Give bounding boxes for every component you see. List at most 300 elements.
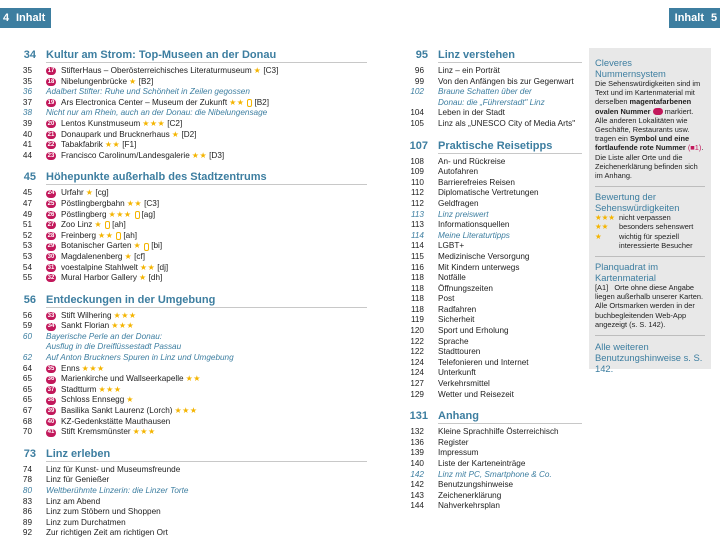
toc-entry[interactable] bbox=[398, 108, 582, 119]
entry-title: StifterHaus – Oberösterreichisches Literaturmuseum bbox=[61, 66, 252, 75]
entry-content bbox=[438, 326, 509, 337]
entry-page-number: 136 bbox=[410, 437, 424, 447]
sight-number-badge: 37 bbox=[47, 386, 55, 393]
entry-title: Sankt Florian bbox=[61, 321, 110, 331]
entry-content bbox=[46, 486, 188, 497]
entry-title: Ausflug in die Dreiflüssestadt Passau bbox=[46, 342, 182, 352]
toc-entry[interactable] bbox=[398, 448, 582, 459]
entry-title: Donau: die „Führerstadt" Linz bbox=[438, 97, 545, 107]
entry-title: Tabakfabrik bbox=[61, 140, 103, 150]
sight-number-badge: 38 bbox=[47, 397, 55, 404]
entry-page-number: 55 bbox=[22, 273, 32, 283]
rating-label: besonders sehenswert bbox=[619, 222, 694, 232]
toc-entry[interactable] bbox=[22, 108, 367, 119]
entry-page-number: 64 bbox=[22, 363, 32, 373]
star-rating-icon: ★ bbox=[94, 220, 103, 230]
sidebar-text-grid bbox=[595, 283, 705, 329]
entry-page-number: 44 bbox=[22, 150, 32, 160]
entry-title: Zeichenerklärung bbox=[438, 490, 502, 500]
entry-page-number: 143 bbox=[410, 490, 424, 500]
star-icon: ★★★ bbox=[595, 213, 615, 223]
entry-title: Linz am Abend bbox=[46, 496, 101, 506]
star-rating-icon: ★★ bbox=[126, 198, 143, 208]
toc-entry[interactable] bbox=[22, 188, 367, 199]
entry-page-number: 109 bbox=[410, 167, 424, 177]
sight-number-badge: 24 bbox=[47, 190, 55, 197]
entry-page-number: 89 bbox=[22, 517, 32, 527]
star-rating-icon: ★ bbox=[253, 66, 262, 75]
toc-entry[interactable] bbox=[22, 119, 367, 130]
info-sidebar bbox=[589, 48, 711, 375]
toc-entry[interactable] bbox=[398, 491, 582, 502]
toc-entry[interactable] bbox=[22, 475, 367, 486]
entry-page-number: 56 bbox=[22, 310, 32, 320]
entry-page-number: 52 bbox=[22, 230, 32, 240]
entry-content bbox=[438, 438, 469, 449]
entry-page-number: 116 bbox=[410, 262, 424, 272]
sight-number-badge: 36 bbox=[47, 376, 55, 383]
entry-content bbox=[46, 188, 109, 199]
entry-content bbox=[46, 406, 198, 417]
toc-entry[interactable] bbox=[22, 87, 367, 98]
entry-title: Mural Harbor Gallery bbox=[61, 273, 137, 283]
toc-entry[interactable] bbox=[398, 294, 582, 305]
entry-content bbox=[438, 470, 552, 481]
map-grid-ref: [D3] bbox=[209, 150, 225, 160]
entry-page-number: 139 bbox=[410, 448, 424, 458]
entry-title: Linz für Genießer bbox=[46, 475, 110, 485]
section-heading bbox=[22, 170, 367, 185]
toc-entry[interactable] bbox=[398, 284, 582, 295]
toc-entry[interactable] bbox=[22, 374, 367, 385]
toc-entry[interactable] bbox=[398, 77, 582, 88]
sight-number-badge: 29 bbox=[47, 243, 55, 250]
entry-title: Post bbox=[438, 294, 455, 304]
toc-entry[interactable] bbox=[398, 273, 582, 284]
toc-entry[interactable] bbox=[22, 321, 367, 332]
entry-page-number: 114 bbox=[410, 241, 424, 251]
kid-friendly-icon bbox=[135, 211, 140, 219]
sight-number-badge: 39 bbox=[47, 408, 55, 415]
toc-entry[interactable] bbox=[22, 210, 367, 221]
entry-content bbox=[46, 385, 122, 396]
entry-title: Informationsquellen bbox=[438, 220, 510, 230]
entry-content bbox=[438, 501, 500, 512]
entry-title: Linz preiswert bbox=[438, 209, 489, 219]
toc-entry[interactable] bbox=[398, 119, 582, 130]
magenta-number-badge-icon bbox=[653, 108, 663, 115]
toc-entry[interactable] bbox=[22, 406, 367, 417]
entry-content bbox=[46, 108, 267, 119]
section-heading bbox=[398, 409, 582, 424]
entry-title: An- und Rückreise bbox=[438, 156, 506, 166]
entry-title: Autofahren bbox=[438, 167, 479, 177]
entry-page-number: 83 bbox=[22, 496, 32, 506]
entry-content bbox=[46, 130, 196, 141]
entry-page-number: 119 bbox=[410, 315, 424, 325]
toc-entry[interactable] bbox=[398, 220, 582, 231]
toc-entry[interactable] bbox=[398, 480, 582, 491]
toc-entry[interactable] bbox=[22, 140, 367, 151]
section-title: Linz verstehen bbox=[438, 48, 582, 63]
entry-content bbox=[438, 220, 509, 231]
entry-content bbox=[438, 379, 490, 390]
toc-entry[interactable] bbox=[22, 241, 367, 252]
toc-entry[interactable] bbox=[398, 501, 582, 512]
entry-content bbox=[46, 140, 136, 151]
entry-title: Medizinische Versorgung bbox=[438, 251, 530, 261]
entry-content bbox=[438, 427, 559, 438]
section-gap bbox=[22, 438, 367, 447]
entry-title: Meine Literaturtipps bbox=[438, 230, 510, 240]
toc-entry[interactable] bbox=[398, 305, 582, 316]
toc-entry[interactable] bbox=[398, 167, 582, 178]
toc-entry[interactable] bbox=[398, 427, 582, 438]
entry-page-number: 40 bbox=[22, 129, 32, 139]
entry-title: Pöstlingbergbahn bbox=[61, 198, 125, 208]
toc-entry[interactable] bbox=[22, 507, 367, 518]
sidebar-text-part: Die Sehenswürdigkeiten sind im Text und im Kartenmaterial mit derselben bbox=[595, 79, 701, 107]
section-page-number: 95 bbox=[415, 49, 428, 61]
map-grid-ref: [B2] bbox=[254, 97, 270, 107]
toc-entry[interactable] bbox=[22, 273, 367, 284]
toc-entry[interactable] bbox=[22, 311, 367, 322]
entry-page-number: 39 bbox=[22, 118, 32, 128]
entry-page-number: 96 bbox=[414, 66, 424, 75]
entry-page-number: 35 bbox=[22, 66, 32, 75]
star-rating-icon: ★★★ bbox=[81, 363, 105, 373]
toc-entry[interactable] bbox=[22, 199, 367, 210]
sight-number-badge: 35 bbox=[47, 365, 55, 372]
entry-content bbox=[438, 167, 478, 178]
entry-page-number: 122 bbox=[410, 347, 424, 357]
entry-page-number: 118 bbox=[410, 273, 424, 283]
toc-entry[interactable] bbox=[398, 438, 582, 449]
entry-page-number: 53 bbox=[22, 251, 32, 261]
sidebar-divider bbox=[595, 335, 705, 336]
toc-entry[interactable] bbox=[398, 315, 582, 326]
sidebar-text-bold: Symbol und eine fortlaufende rote Nummer bbox=[595, 134, 690, 153]
entry-content bbox=[438, 337, 469, 348]
entry-content bbox=[46, 98, 269, 109]
kid-friendly-icon bbox=[116, 232, 121, 240]
entry-page-number: 65 bbox=[22, 374, 32, 384]
toc-entry[interactable] bbox=[398, 87, 582, 98]
toc-entry[interactable] bbox=[22, 252, 367, 263]
sight-number-badge: 31 bbox=[47, 264, 55, 271]
entry-content bbox=[438, 188, 539, 199]
toc-entry[interactable] bbox=[398, 470, 582, 481]
toc-entry[interactable] bbox=[398, 358, 582, 369]
entry-page-number: 144 bbox=[410, 501, 424, 511]
map-grid-ref: [ah] bbox=[123, 230, 138, 240]
toc-entry[interactable] bbox=[398, 241, 582, 252]
entry-content bbox=[46, 263, 168, 274]
page-header-left bbox=[0, 8, 51, 28]
entry-title: Adalbert Stifter: Ruhe und Schönheit in Zeilen gegossen bbox=[46, 87, 250, 97]
entry-title: Ars Electronica Center – Museum der Zukunft bbox=[61, 97, 228, 107]
map-grid-ref: [C3] bbox=[263, 66, 279, 75]
toc-entry[interactable] bbox=[398, 210, 582, 221]
toc-entry[interactable] bbox=[22, 497, 367, 508]
entry-page-number: 118 bbox=[410, 304, 424, 314]
star-rating-icon: ★ bbox=[85, 188, 94, 198]
section-heading bbox=[22, 48, 367, 63]
toc-entry[interactable] bbox=[398, 368, 582, 379]
map-grid-ref: [ag] bbox=[141, 209, 156, 219]
toc-entry[interactable] bbox=[398, 231, 582, 242]
entry-page-number: 65 bbox=[22, 384, 32, 394]
toc-entry[interactable] bbox=[22, 130, 367, 141]
sidebar-divider bbox=[595, 256, 705, 257]
entry-title: Donaupark und Brucknerhaus bbox=[61, 129, 170, 139]
red-number-symbol-icon: (■1) bbox=[687, 143, 702, 153]
toc-entry[interactable] bbox=[398, 379, 582, 390]
toc-entry[interactable] bbox=[22, 364, 367, 375]
toc-entry[interactable] bbox=[22, 220, 367, 231]
entry-content bbox=[46, 497, 100, 508]
entry-page-number: 118 bbox=[410, 294, 424, 304]
section-page-number: 56 bbox=[23, 293, 36, 306]
toc-entry[interactable] bbox=[398, 98, 582, 109]
entry-page-number: 78 bbox=[22, 475, 32, 485]
entry-page-number: 108 bbox=[410, 156, 424, 166]
section-gap bbox=[398, 400, 582, 409]
entry-title: Stadttouren bbox=[438, 347, 481, 357]
toc-entry[interactable] bbox=[398, 199, 582, 210]
toc-entry[interactable] bbox=[22, 417, 367, 428]
grid-ref-example: [A1] bbox=[595, 283, 609, 293]
toc-entry[interactable] bbox=[398, 337, 582, 348]
entry-content bbox=[438, 390, 514, 401]
entry-title: Nibelungenbrücke bbox=[61, 76, 127, 86]
toc-entry[interactable] bbox=[398, 252, 582, 263]
entry-content bbox=[46, 119, 182, 130]
star-rating-icon: ★ bbox=[138, 273, 147, 283]
star-rating-icon: ★★★ bbox=[174, 406, 198, 416]
entry-title: Marienkirche und Wallseerkapelle bbox=[61, 374, 184, 384]
section-title: Entdeckungen in der Umgebung bbox=[46, 293, 367, 308]
rating-row bbox=[595, 232, 705, 250]
toc-entry[interactable] bbox=[398, 390, 582, 401]
entry-title: Nahverkehrsplan bbox=[438, 501, 500, 511]
entry-title: Linz für Kunst- und Museumsfreunde bbox=[46, 464, 181, 474]
entry-page-number: 53 bbox=[22, 241, 32, 251]
map-grid-ref: [dh] bbox=[148, 273, 163, 283]
entry-title: Kleine Sprachhilfe Österreichisch bbox=[438, 427, 559, 437]
entry-page-number: 38 bbox=[22, 108, 32, 118]
entry-content bbox=[438, 491, 501, 502]
star-rating-icon: ★★★ bbox=[113, 310, 137, 320]
entry-title: Geldfragen bbox=[438, 198, 479, 208]
toc-middle-column bbox=[398, 48, 582, 512]
sight-number-badge: 40 bbox=[47, 418, 55, 425]
entry-page-number: 140 bbox=[410, 459, 424, 468]
entry-content bbox=[438, 273, 466, 284]
toc-entry[interactable] bbox=[22, 332, 367, 343]
toc-entry[interactable] bbox=[22, 427, 367, 438]
entry-title: Von den Anfängen bis zur Gegenwart bbox=[438, 76, 574, 86]
entry-title: Magdalenenberg bbox=[61, 251, 123, 261]
entry-page-number: 110 bbox=[410, 177, 424, 187]
section-title: Linz erleben bbox=[46, 447, 367, 462]
sidebar-text-part: . Die Liste aller Orte und die Zeichenerklärung befinden sich im Anhang. bbox=[595, 143, 704, 181]
entry-page-number: 68 bbox=[22, 416, 32, 426]
entry-title: voestalpine Stahlwelt bbox=[61, 262, 138, 272]
star-rating-icon: ★ bbox=[129, 76, 137, 86]
entry-title: Sprache bbox=[438, 336, 469, 346]
toc-entry[interactable] bbox=[22, 353, 367, 364]
sidebar-text-bold: magentafarbenen ovalen Nummer bbox=[595, 97, 692, 116]
entry-content bbox=[438, 87, 532, 98]
section-title: Höhepunkte außerhalb des Stadtzentrums bbox=[46, 170, 367, 185]
entry-title: Stadtturm bbox=[61, 384, 97, 394]
entry-content bbox=[46, 77, 153, 88]
entry-title: Linz zum Durchatmen bbox=[46, 517, 126, 527]
sidebar-heading-rating: Bewertung der Sehenswürdigkeiten bbox=[595, 191, 680, 214]
section-heading bbox=[398, 48, 582, 63]
entry-title: Linz – ein Porträt bbox=[438, 66, 500, 75]
entry-title: Francisco Carolinum/Landesgalerie bbox=[61, 150, 190, 160]
toc-entry[interactable] bbox=[22, 395, 367, 406]
entry-content bbox=[438, 157, 505, 168]
toc-entry[interactable] bbox=[398, 66, 582, 77]
star-rating-icon: ★ bbox=[124, 251, 133, 261]
sight-number-badge: 18 bbox=[47, 78, 55, 85]
toc-entry[interactable] bbox=[398, 459, 582, 470]
entry-page-number: 92 bbox=[22, 528, 32, 538]
entry-title: Wetter und Reisezeit bbox=[438, 389, 514, 399]
entry-title: Bayerische Perle an der Donau: bbox=[46, 331, 163, 341]
entry-content bbox=[438, 199, 479, 210]
page-title-right: Inhalt bbox=[669, 8, 708, 28]
toc-entry[interactable] bbox=[22, 66, 367, 77]
entry-page-number: 105 bbox=[410, 118, 424, 128]
section-gap bbox=[22, 284, 367, 293]
entry-page-number: 80 bbox=[22, 486, 32, 495]
entry-title: Sicherheit bbox=[438, 315, 475, 325]
entry-content bbox=[438, 108, 505, 119]
toc-entry[interactable] bbox=[22, 263, 367, 274]
section-gap bbox=[22, 161, 367, 170]
sidebar-footnote: Alle weiteren Benutzungshinweise s. S. 142. bbox=[595, 341, 703, 375]
entry-content bbox=[46, 273, 162, 284]
entry-page-number: 113 bbox=[410, 209, 424, 219]
star-icon: ★ bbox=[595, 231, 602, 241]
toc-entry[interactable] bbox=[398, 347, 582, 358]
entry-page-number: 67 bbox=[22, 406, 32, 416]
entry-page-number: 118 bbox=[410, 283, 424, 293]
entry-title: Leben in der Stadt bbox=[438, 108, 505, 118]
sight-number-badge: 23 bbox=[47, 152, 55, 159]
toc-entry[interactable] bbox=[22, 385, 367, 396]
sidebar-divider bbox=[595, 186, 705, 187]
entry-page-number: 104 bbox=[410, 108, 424, 118]
page-number-right: 5 bbox=[708, 8, 720, 28]
entry-content bbox=[46, 465, 180, 476]
entry-content bbox=[46, 395, 134, 406]
entry-content bbox=[438, 252, 529, 263]
sight-number-badge: 34 bbox=[47, 323, 55, 330]
entry-page-number: 41 bbox=[22, 140, 32, 150]
entry-content bbox=[46, 252, 145, 263]
entry-content bbox=[46, 231, 137, 242]
section-page-number: 34 bbox=[23, 49, 36, 61]
toc-entry[interactable] bbox=[22, 486, 367, 497]
toc-entry[interactable] bbox=[398, 326, 582, 337]
star-rating-icon: ★★★ bbox=[142, 118, 166, 128]
star-rating-icon: ★★★ bbox=[98, 384, 122, 394]
star-rating-icon: ★ bbox=[126, 395, 134, 405]
toc-entry[interactable] bbox=[22, 151, 367, 162]
entry-title: Unterkunft bbox=[438, 368, 476, 378]
kid-friendly-icon bbox=[247, 99, 252, 107]
entry-title: Impressum bbox=[438, 448, 479, 458]
entry-content bbox=[46, 528, 168, 539]
sight-number-badge: 21 bbox=[47, 131, 55, 138]
map-grid-ref: [cf] bbox=[134, 251, 146, 261]
toc-entry[interactable] bbox=[398, 178, 582, 189]
map-grid-ref: [D2] bbox=[181, 129, 197, 139]
star-rating-icon: ★ bbox=[133, 241, 142, 251]
star-icon: ★★ bbox=[595, 222, 609, 232]
star-rating-icon: ★ bbox=[171, 129, 180, 139]
entry-content bbox=[438, 231, 510, 242]
entry-page-number: 132 bbox=[410, 427, 424, 437]
toc-entry[interactable] bbox=[22, 98, 367, 109]
toc-entry[interactable] bbox=[398, 157, 582, 168]
toc-entry[interactable] bbox=[22, 518, 367, 529]
toc-entry[interactable] bbox=[22, 342, 367, 353]
entry-content bbox=[46, 507, 161, 518]
entry-content bbox=[438, 315, 474, 326]
entry-content bbox=[46, 353, 234, 364]
entry-title: Notfälle bbox=[438, 273, 466, 283]
section-heading bbox=[22, 447, 367, 462]
entry-page-number: 124 bbox=[410, 357, 424, 367]
entry-title: Sport und Erholung bbox=[438, 326, 509, 336]
sidebar-heading-grid: Planquadrat im Kartenmaterial bbox=[595, 261, 659, 284]
sight-number-badge: 17 bbox=[47, 68, 55, 74]
map-grid-ref: [C2] bbox=[167, 118, 183, 128]
entry-content bbox=[438, 347, 480, 358]
entry-page-number: 142 bbox=[410, 480, 424, 490]
sight-number-badge: 33 bbox=[47, 312, 55, 319]
entry-content bbox=[438, 119, 575, 130]
toc-entry[interactable] bbox=[22, 528, 367, 539]
sight-number-badge: 28 bbox=[47, 232, 55, 239]
map-grid-ref: [bi] bbox=[151, 241, 163, 251]
entry-content bbox=[46, 342, 181, 353]
entry-content bbox=[438, 358, 529, 369]
toc-entry[interactable] bbox=[398, 263, 582, 274]
sight-number-badge: 26 bbox=[47, 211, 55, 218]
toc-entry[interactable] bbox=[22, 231, 367, 242]
star-rating-icon: ★★ bbox=[98, 230, 114, 240]
star-rating-icon: ★★ bbox=[104, 140, 121, 150]
entry-page-number: 74 bbox=[22, 464, 32, 474]
toc-entry[interactable] bbox=[22, 77, 367, 88]
map-grid-ref: [ah] bbox=[112, 220, 126, 230]
entry-content bbox=[46, 475, 109, 486]
toc-entry[interactable] bbox=[22, 465, 367, 476]
toc-entry[interactable] bbox=[398, 188, 582, 199]
entry-page-number: 99 bbox=[414, 76, 424, 86]
entry-content bbox=[438, 66, 500, 77]
entry-content bbox=[46, 241, 162, 252]
sight-number-badge: 32 bbox=[47, 275, 55, 282]
entry-content bbox=[46, 374, 201, 385]
